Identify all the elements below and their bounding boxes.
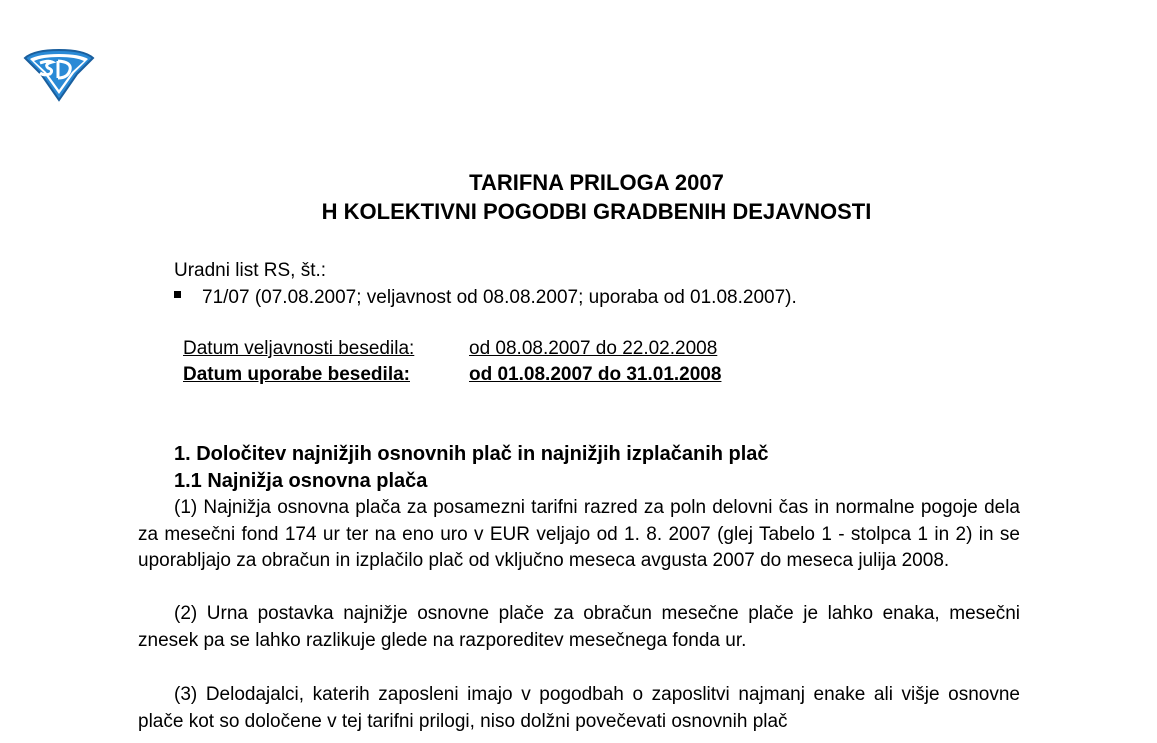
gazette-label: Uradni list RS, št.: [174, 260, 327, 281]
gazette-entry [174, 286, 797, 310]
application-label: Datum uporabe besedila: [183, 364, 410, 385]
section-heading: 1. Določitev najnižjih osnovnih plač in najnižjih izplačanih plač [174, 443, 769, 465]
paragraph-3: (3) Delodajalci, katerih zaposleni imajo v pogodbah o zaposlitvi najmanj enake ali višje osnovne plače kot so določene v tej tarifni prilogi, niso dolžni povečevati osnovnih plač [138, 684, 1020, 732]
paragraph-1: (1) Najnižja osnovna plača za posamezni tarifni razred za poln delovni čas in normalne pogoje dela za mesečni fond 174 ur ter na eno uro v EUR veljajo od 1. 8. 2007 (glej Tabelo 1 - stolpca 1 in 2) in se uporabljajo za obračun in izplačilo plač od vključno meseca avgusta 2007 do meseca julija 2008. [138, 497, 1020, 571]
validity-label: Datum veljavnosti besedila: [183, 338, 415, 359]
bullet-icon [174, 291, 181, 298]
document-title: TARIFNA PRILOGA 2007 [469, 170, 724, 195]
document-subtitle: H KOLEKTIVNI POGODBI GRADBENIH DEJAVNOSTI [321, 199, 872, 224]
sd-logo-icon [22, 46, 96, 104]
validity-value: od 08.08.2007 do 22.02.2008 [469, 338, 718, 359]
paragraph-2: (2) Urna postavka najnižje osnovne plače za obračun mesečne plače je lahko enaka, mesečni znesek pa se lahko razlikuje glede na razporeditev mesečnega fonda ur. [138, 603, 1020, 651]
gazette-entry-text: 71/07 (07.08.2007; veljavnost od 08.08.2007; uporaba od 01.08.2007). [202, 287, 797, 308]
application-value: od 01.08.2007 do 31.01.2008 [469, 364, 722, 385]
subsection-heading: 1.1 Najnižja osnovna plača [174, 470, 428, 492]
